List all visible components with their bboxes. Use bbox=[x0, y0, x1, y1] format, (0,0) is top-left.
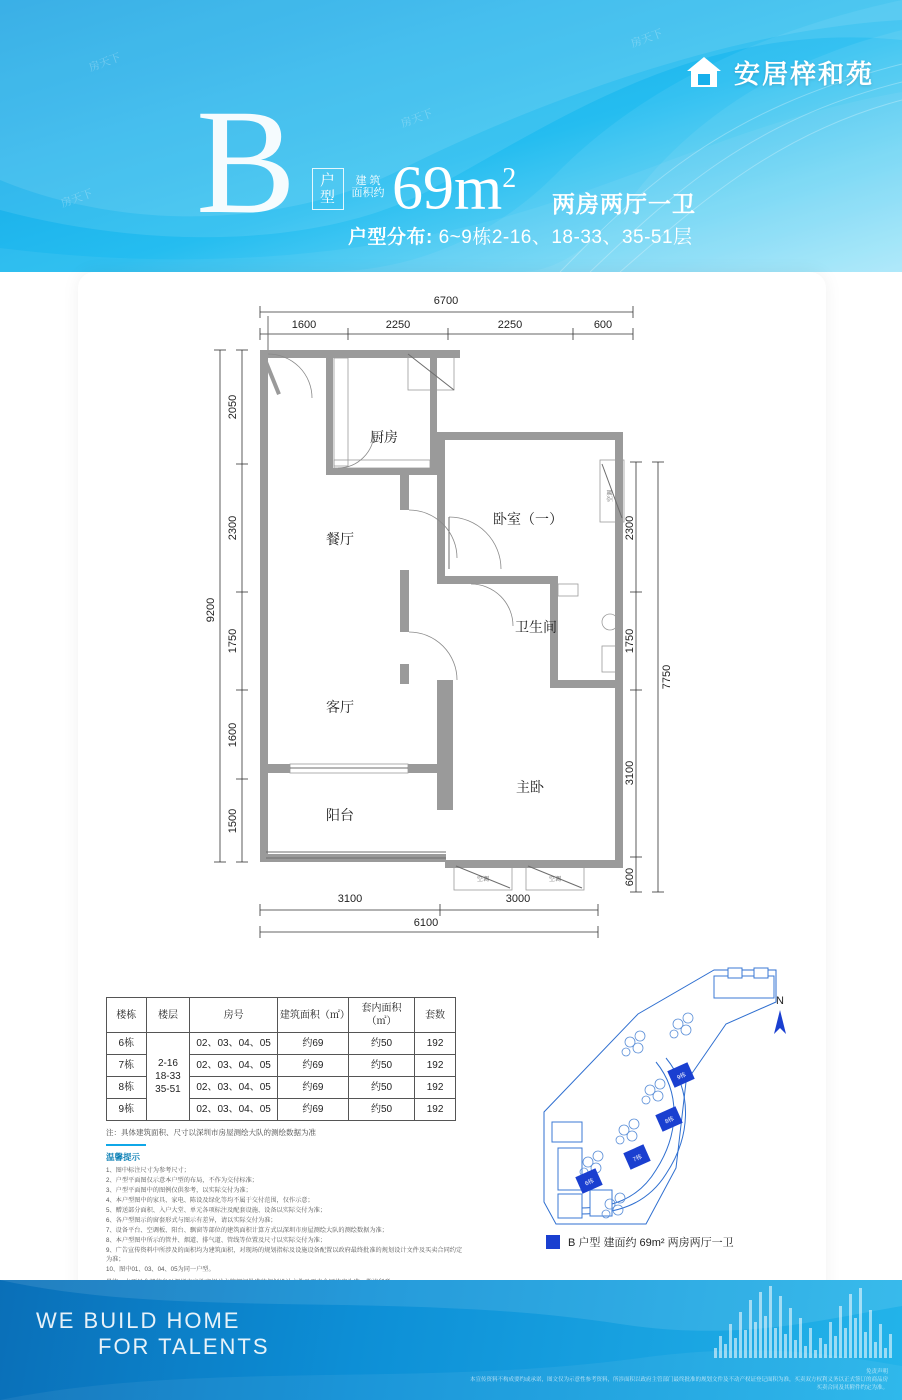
cell-build-area: 约69 bbox=[277, 1055, 348, 1077]
legend-label: B 户型 建面约 69m² 两房两厅一卫 bbox=[568, 1237, 734, 1249]
poster-header bbox=[0, 0, 902, 272]
floor-plan bbox=[205, 292, 688, 952]
floor-span-line-1: 2-16 bbox=[157, 1058, 178, 1069]
site-marker-label-7: 7栋 bbox=[632, 1154, 644, 1164]
ac-label-bedroom1: 空调 bbox=[608, 489, 614, 503]
th-build-area: 建筑面积（㎡） bbox=[277, 998, 348, 1033]
dim-bottom-seg-0: 3100 bbox=[337, 893, 363, 905]
dim-left-seg-3: 1600 bbox=[227, 722, 239, 748]
area-value bbox=[392, 148, 517, 223]
cell-build-area: 约69 bbox=[277, 1077, 348, 1099]
site-block-top bbox=[714, 968, 774, 998]
area-value-sup: 2 bbox=[502, 163, 517, 194]
notes-divider bbox=[106, 1144, 146, 1146]
th-building: 楼栋 bbox=[107, 998, 147, 1033]
note-item: 3、户型平面图中的图例仅供参考，以实际交付为准； bbox=[106, 1187, 252, 1194]
dim-bottom-seg-1: 3000 bbox=[505, 893, 531, 905]
ac-label-master-2: 空调 bbox=[548, 877, 562, 883]
site-map bbox=[518, 962, 808, 1262]
area-prefix bbox=[348, 175, 388, 199]
cell-building: 7栋 bbox=[107, 1055, 147, 1077]
cell-inner-area: 约50 bbox=[348, 1055, 414, 1077]
dim-left-total: 9200 bbox=[205, 597, 217, 623]
note-item: 4、本户型图中的家具、家电、陈设及绿化等均不属于交付范围，仅作示意； bbox=[106, 1197, 314, 1204]
brand-block bbox=[684, 52, 874, 92]
dim-right-seg-1: 1750 bbox=[624, 628, 636, 654]
compass-north-label: N bbox=[776, 995, 784, 1007]
watermark: 房天下 bbox=[629, 27, 665, 51]
footer-slogan-line1: WE BUILD HOME bbox=[36, 1308, 241, 1333]
site-legend bbox=[546, 1234, 734, 1250]
distribution-value: 6~9栋2-16、18-33、35-51层 bbox=[438, 227, 693, 248]
th-floor: 楼层 bbox=[146, 998, 190, 1033]
poster-footer bbox=[0, 1280, 902, 1400]
cell-inner-area: 约50 bbox=[348, 1033, 414, 1055]
note-item: 7、设备平台、空调板、阳台、飘窗等部位的建筑面积计算方式以深圳市房屋测绘大队的测绘数据为准； bbox=[106, 1227, 388, 1234]
kitchen-counter bbox=[334, 358, 430, 468]
unit-type-badge bbox=[312, 168, 344, 210]
dim-left-seg-4: 1500 bbox=[227, 808, 239, 834]
watermark: 房天下 bbox=[59, 187, 95, 211]
cell-building: 8栋 bbox=[107, 1077, 147, 1099]
watermark: 房天下 bbox=[399, 107, 435, 131]
th-inner-area: 套内面积（㎡） bbox=[348, 998, 414, 1033]
notes-title: 温馨提示 bbox=[106, 1152, 141, 1162]
spec-table bbox=[106, 997, 456, 1121]
cell-room-no: 02、03、04、05 bbox=[190, 1055, 278, 1077]
distribution-line bbox=[348, 222, 693, 249]
bathroom-fixtures bbox=[558, 584, 618, 672]
cell-room-no: 02、03、04、05 bbox=[190, 1033, 278, 1055]
balcony-sliding-door bbox=[290, 764, 408, 773]
compass-icon bbox=[774, 995, 786, 1034]
kitchen-door bbox=[338, 432, 374, 468]
cell-room-no: 02、03、04、05 bbox=[190, 1077, 278, 1099]
cell-inner-area: 约50 bbox=[348, 1077, 414, 1099]
room-label-kitchen: 厨房 bbox=[370, 429, 398, 445]
notes-block bbox=[106, 1144, 466, 1287]
room-label-bedroom1: 卧室（一） bbox=[493, 511, 563, 527]
footer-slogan bbox=[36, 1308, 270, 1360]
site-marker-label-6: 6栋 bbox=[584, 1178, 596, 1188]
dim-top-seg-1: 2250 bbox=[385, 319, 411, 331]
notes-list bbox=[106, 1166, 466, 1274]
dim-left-seg-2: 1750 bbox=[227, 628, 239, 654]
distribution-label: 户型分布: bbox=[348, 227, 433, 248]
cell-building: 9栋 bbox=[107, 1099, 147, 1121]
note-item: 2、户型平面图仅示意本户型的布局，不作为交付标准； bbox=[106, 1177, 258, 1184]
room-label-balcony: 阳台 bbox=[326, 807, 354, 823]
cell-floor-span bbox=[146, 1033, 190, 1121]
watermark: 房天下 bbox=[87, 51, 123, 75]
brand-name: 安居梓和苑 bbox=[733, 58, 874, 89]
room-label-dining: 餐厅 bbox=[326, 531, 354, 547]
dim-left-seg-0: 2050 bbox=[227, 394, 239, 420]
house-icon bbox=[684, 52, 724, 92]
area-prefix-line2: 面积约 bbox=[351, 187, 385, 199]
footer-fine-text: 本宣传资料不构成要约或承诺，图文仅为示意性参考资料，所涉面积以政府主管部门最终批准的规划文件及不动产权证登记面积为准，买卖双方权利义务以正式签订的商品房买卖合同及其附件约定为准。 bbox=[469, 1377, 888, 1391]
note-item: 8、本户型图中所示的管井、烟道、排气道、管线等位置及尺寸以实际交付为准； bbox=[106, 1237, 327, 1244]
dim-top-total: 6700 bbox=[433, 295, 459, 307]
room-label-bathroom: 卫生间 bbox=[515, 619, 557, 635]
dim-bottom-total: 6100 bbox=[413, 917, 439, 929]
table-header-row bbox=[107, 998, 456, 1033]
floor-span-line-3: 35-51 bbox=[155, 1084, 181, 1095]
layout-summary: 两房两厅一卫 bbox=[552, 191, 696, 217]
dim-left-seg-1: 2300 bbox=[227, 515, 239, 541]
room-label-master: 主卧 bbox=[516, 779, 544, 795]
site-marker-7 bbox=[623, 1144, 650, 1169]
cell-build-area: 约69 bbox=[277, 1033, 348, 1055]
note-item: 5、赠送部分面积、入户大堂、单元各项标注及配套设施、设备以实际交付为准； bbox=[106, 1207, 327, 1214]
dim-top-seg-3: 600 bbox=[593, 319, 613, 331]
site-blocks-left bbox=[552, 1122, 612, 1218]
dim-top-seg-2: 2250 bbox=[497, 319, 523, 331]
equalizer-decoration bbox=[714, 1280, 892, 1358]
note-item: 6、各户型图示的窗套形式与图示有差异，请以实际交付为准； bbox=[106, 1217, 277, 1224]
th-count: 套数 bbox=[415, 998, 456, 1033]
th-room-no: 房号 bbox=[190, 998, 278, 1033]
cell-count: 192 bbox=[415, 1099, 456, 1121]
master-bedroom-door bbox=[409, 632, 457, 680]
cell-inner-area: 约50 bbox=[348, 1099, 414, 1121]
cell-room-no: 02、03、04、05 bbox=[190, 1099, 278, 1121]
cell-count: 192 bbox=[415, 1033, 456, 1055]
cell-count: 192 bbox=[415, 1077, 456, 1099]
ac-label-master-1: 空调 bbox=[476, 877, 490, 883]
footer-fine-print bbox=[468, 1368, 888, 1392]
area-prefix-line1: 建 筑 bbox=[355, 175, 381, 187]
dim-right-seg-3: 600 bbox=[624, 867, 636, 887]
content-card bbox=[78, 272, 826, 1322]
site-marker-label-8: 8栋 bbox=[664, 1116, 676, 1126]
plan-walls bbox=[260, 350, 623, 868]
table-row bbox=[107, 1033, 456, 1055]
unit-letter: B bbox=[196, 79, 297, 245]
note-item: 9、广告宣传资料中所涉及的面积均为建筑面积，对现场的规划指标及设施设备配置以政府最终批准的规划设计文件及买卖合同约定为准； bbox=[106, 1247, 463, 1263]
footer-fine-title: 免责声明 bbox=[865, 1369, 888, 1375]
site-marker-8 bbox=[655, 1106, 682, 1131]
floor-span-line-2: 18-33 bbox=[155, 1071, 181, 1082]
cell-building: 6栋 bbox=[107, 1033, 147, 1055]
dim-top-seg-0: 1600 bbox=[291, 319, 317, 331]
note-item: 10、图中01、03、04、05为同一户型。 bbox=[106, 1266, 215, 1273]
cell-build-area: 约69 bbox=[277, 1099, 348, 1121]
dim-right-seg-0: 2300 bbox=[624, 515, 636, 541]
legend-color-swatch bbox=[546, 1235, 560, 1249]
area-value-text: 69m bbox=[392, 154, 503, 223]
unit-type-badge-text: 户型 bbox=[319, 172, 336, 206]
room-label-living: 客厅 bbox=[326, 699, 354, 715]
bathroom-door bbox=[471, 584, 513, 626]
footer-slogan-line2: FOR TALENTS bbox=[98, 1334, 270, 1359]
dim-right-total: 7750 bbox=[661, 664, 673, 690]
note-item: 1、图中标注尺寸为参考尺寸； bbox=[106, 1167, 190, 1174]
dim-right-seg-2: 3100 bbox=[624, 760, 636, 786]
site-marker-label-9: 9栋 bbox=[676, 1072, 688, 1082]
table-note: 注：具体建筑面积、尺寸以深圳市房屋测绘大队的测绘数据为准 bbox=[106, 1128, 316, 1137]
cell-count: 192 bbox=[415, 1055, 456, 1077]
spec-table-wrap bbox=[106, 997, 456, 1138]
